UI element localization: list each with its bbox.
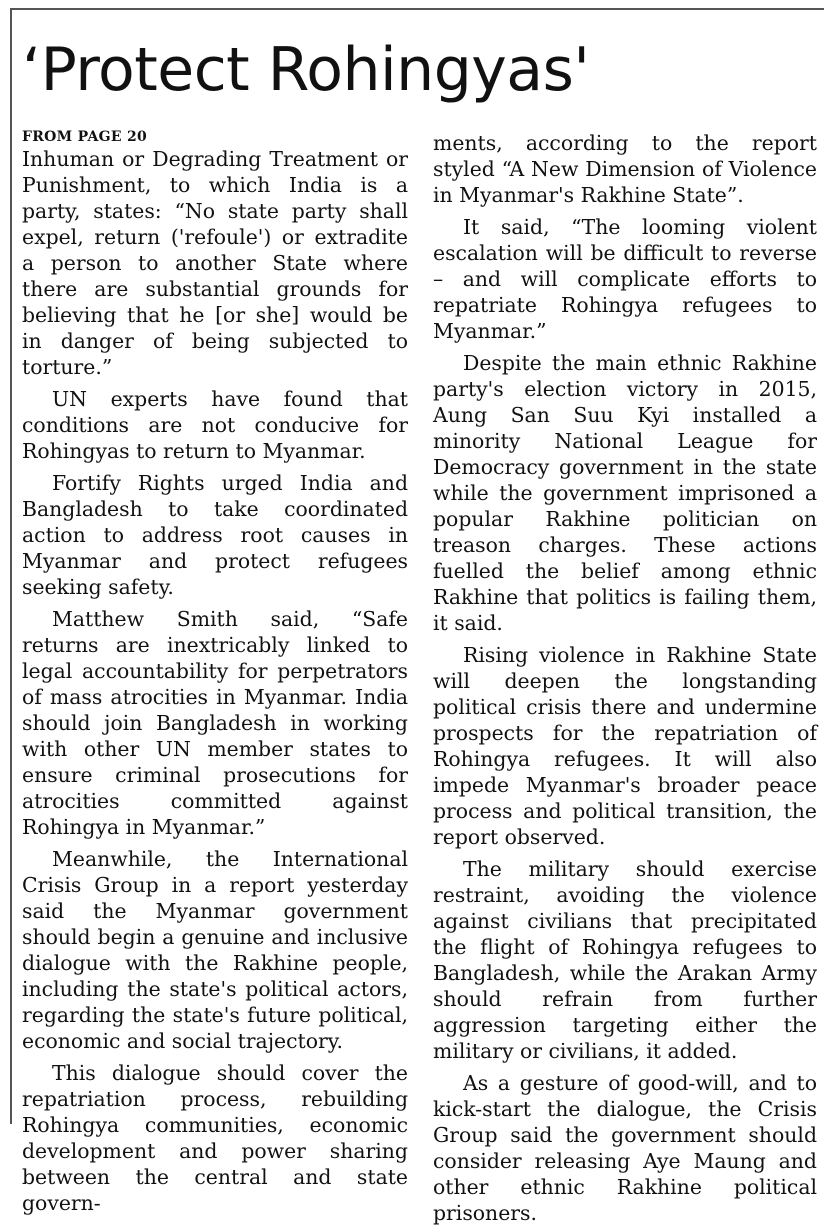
paragraph: Rising violence in Rakhine State will deepen the longstanding political crisis there and undermine prospects for the repatriation of Rohingya refugees. It will also impede Myanmar's broader peace process and political transition, the report observed. (433, 643, 817, 849)
paragraph: The military should exercise restraint, avoiding the violence against civilians that precipitated the flight of Rohingya refugees to Bangladesh, while the Arakan Army should refrain from further aggression targeting either the military or civilians, it added. (433, 857, 817, 1063)
paragraph: Inhuman or Degrading Treatment or Punishment, to which India is a party, states: “No state party shall expel, return ('refoule') or extradite a person to another State where there are substantial grounds for believing that he [or she] would be in danger of being subjected to torture.” (22, 147, 408, 379)
paragraph: It said, “The looming violent escalation will be difficult to reverse – and will complicate efforts to repatriate Rohingya refugees to Myanmar.” (433, 215, 817, 343)
headline: ‘Protect Rohingyas' (22, 35, 590, 105)
paragraph: Fortify Rights urged India and Bangladesh to take coordinated action to address root causes in Myanmar and protect refugees seeking safety. (22, 471, 408, 599)
paragraph: Matthew Smith said, “Safe returns are inextricably linked to legal accountability for perpetrators of mass atrocities in Myanmar. India should join Bangladesh in working with other UN member states to ensure criminal prosecutions for atrocities committed against Rohingya in Myanmar.” (22, 607, 408, 839)
jump-label: FROM PAGE 20 (22, 129, 148, 145)
top-border-rule (10, 8, 824, 10)
article-column-right (433, 130, 817, 1232)
article-column-left (22, 128, 408, 1222)
paragraph: This dialogue should cover the repatriation process, rebuilding Rohingya communities, economic development and power sharing between the central and state govern- (22, 1061, 408, 1215)
left-border-rule (10, 8, 12, 1124)
paragraph: As a gesture of good-will, and to kick-start the dialogue, the Crisis Group said the government should consider releasing Aye Maung and other ethnic Rakhine political prisoners. (433, 1071, 817, 1225)
paragraph: ments, according to the report styled “A New Dimension of Violence in Myanmar's Rakhine State”. (433, 131, 817, 207)
paragraph: UN experts have found that conditions are not conducive for Rohingyas to return to Myanmar. (22, 387, 408, 463)
paragraph: Despite the main ethnic Rakhine party's election victory in 2015, Aung San Suu Kyi installed a minority National League for Democracy government in the state while the government imprisoned a popular Rakhine politician on treason charges. These actions fuelled the belief among ethnic Rakhine that politics is failing them, it said. (433, 351, 817, 635)
paragraph: Meanwhile, the International Crisis Group in a report yesterday said the Myanmar government should begin a genuine and inclusive dialogue with the Rakhine people, including the state's political actors, regarding the state's future political, economic and social trajectory. (22, 847, 408, 1053)
